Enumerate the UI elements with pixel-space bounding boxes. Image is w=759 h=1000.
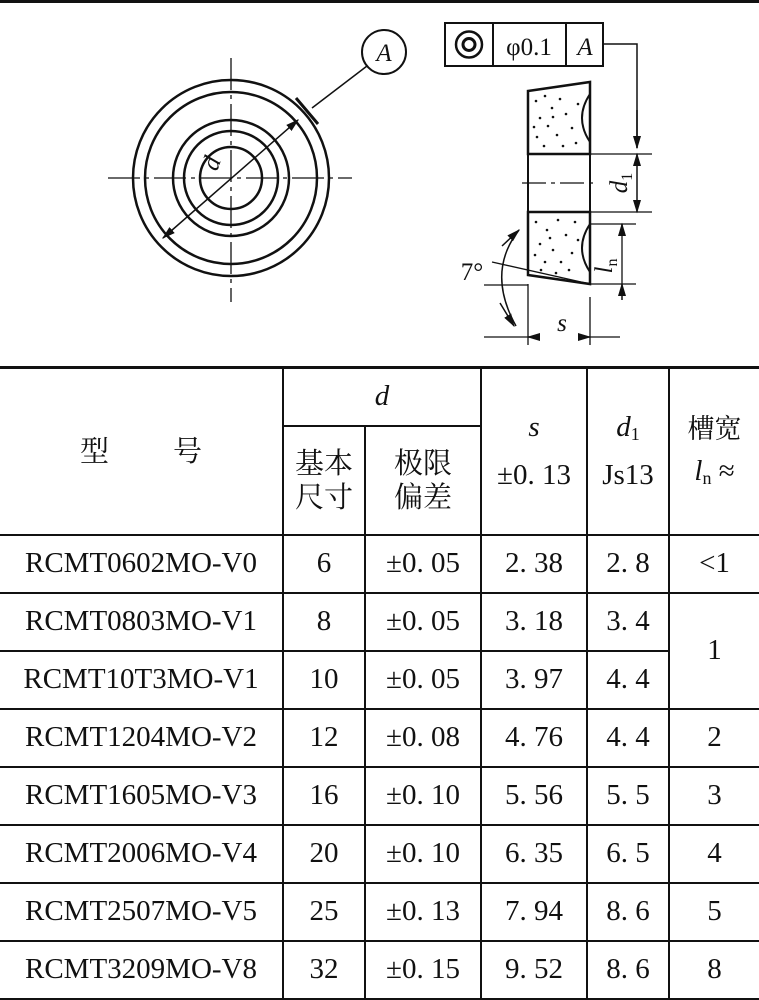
table-row	[0, 535, 759, 593]
cell-d: 25	[283, 883, 365, 941]
cell-model: RCMT0602MO-V0	[0, 535, 283, 593]
cell-s: 2. 38	[481, 535, 587, 593]
cell-model: RCMT1204MO-V2	[0, 709, 283, 767]
cell-d: 32	[283, 941, 365, 999]
cell-ln: 3	[669, 767, 759, 825]
cell-d: 16	[283, 767, 365, 825]
cell-model: RCMT1605MO-V3	[0, 767, 283, 825]
cell-dev: ±0. 05	[365, 651, 481, 709]
front-view	[108, 30, 406, 302]
cell-d: 8	[283, 593, 365, 651]
insert-drawing	[0, 0, 759, 366]
cell-d1: 5. 5	[587, 767, 669, 825]
dim-d1-label: $d_1$	[606, 172, 636, 194]
dim-d-label: d	[197, 152, 227, 174]
cell-model: RCMT2006MO-V4	[0, 825, 283, 883]
cell-ln: 1	[669, 593, 759, 709]
header-d-limit: 极限 偏差	[365, 426, 481, 535]
cell-s: 5. 56	[481, 767, 587, 825]
tolerance-value: φ0.1	[506, 34, 552, 61]
cell-d: 12	[283, 709, 365, 767]
cell-d1: 6. 5	[587, 825, 669, 883]
cell-d: 20	[283, 825, 365, 883]
cell-dev: ±0. 05	[365, 593, 481, 651]
cell-ln: 8	[669, 941, 759, 999]
cell-s: 9. 52	[481, 941, 587, 999]
header-s: s ±0. 13	[481, 368, 587, 536]
cell-dev: ±0. 10	[365, 825, 481, 883]
spec-table	[0, 366, 759, 1000]
cell-d: 10	[283, 651, 365, 709]
cell-dev: ±0. 10	[365, 767, 481, 825]
concentricity-symbol	[456, 32, 482, 58]
cell-ln: 2	[669, 709, 759, 767]
cell-model: RCMT3209MO-V8	[0, 941, 283, 999]
cell-model: RCMT10T3MO-V1	[0, 651, 283, 709]
cell-s: 6. 35	[481, 825, 587, 883]
tolerance-datum: A	[577, 34, 593, 61]
table-row	[0, 825, 759, 883]
datum-label: A	[376, 40, 392, 67]
cell-d: 6	[283, 535, 365, 593]
cell-ln: <1	[669, 535, 759, 593]
dim-ln-label: $l_n$	[591, 258, 621, 274]
cell-model: RCMT0803MO-V1	[0, 593, 283, 651]
cell-s: 3. 18	[481, 593, 587, 651]
cell-ln: 4	[669, 825, 759, 883]
section-hatching	[533, 95, 580, 275]
table-row	[0, 883, 759, 941]
angle-label: 7°	[460, 259, 484, 286]
cell-model: RCMT2507MO-V5	[0, 883, 283, 941]
cell-dev: ±0. 15	[365, 941, 481, 999]
cell-s: 3. 97	[481, 651, 587, 709]
cell-s: 7. 94	[481, 883, 587, 941]
header-d1: $d_1$ Js13	[587, 368, 669, 536]
cell-d1: 4. 4	[587, 651, 669, 709]
table-row	[0, 941, 759, 999]
cell-d1: 8. 6	[587, 941, 669, 999]
table-row	[0, 651, 759, 709]
cell-dev: ±0. 08	[365, 709, 481, 767]
cell-d1: 3. 4	[587, 593, 669, 651]
table-row	[0, 767, 759, 825]
cell-s: 4. 76	[481, 709, 587, 767]
cell-dev: ±0. 05	[365, 535, 481, 593]
header-d-basic: 基本 尺寸	[283, 426, 365, 535]
cell-d1: 8. 6	[587, 883, 669, 941]
header-ln: 槽宽 $l_n$ ≈	[669, 368, 759, 536]
header-d: d	[283, 368, 481, 427]
cell-dev: ±0. 13	[365, 883, 481, 941]
dim-s-label: s	[557, 310, 567, 337]
table-row	[0, 593, 759, 651]
cell-ln: 5	[669, 883, 759, 941]
cell-d1: 4. 4	[587, 709, 669, 767]
header-model: 型 号	[0, 368, 283, 536]
cell-d1: 2. 8	[587, 535, 669, 593]
table-row	[0, 709, 759, 767]
